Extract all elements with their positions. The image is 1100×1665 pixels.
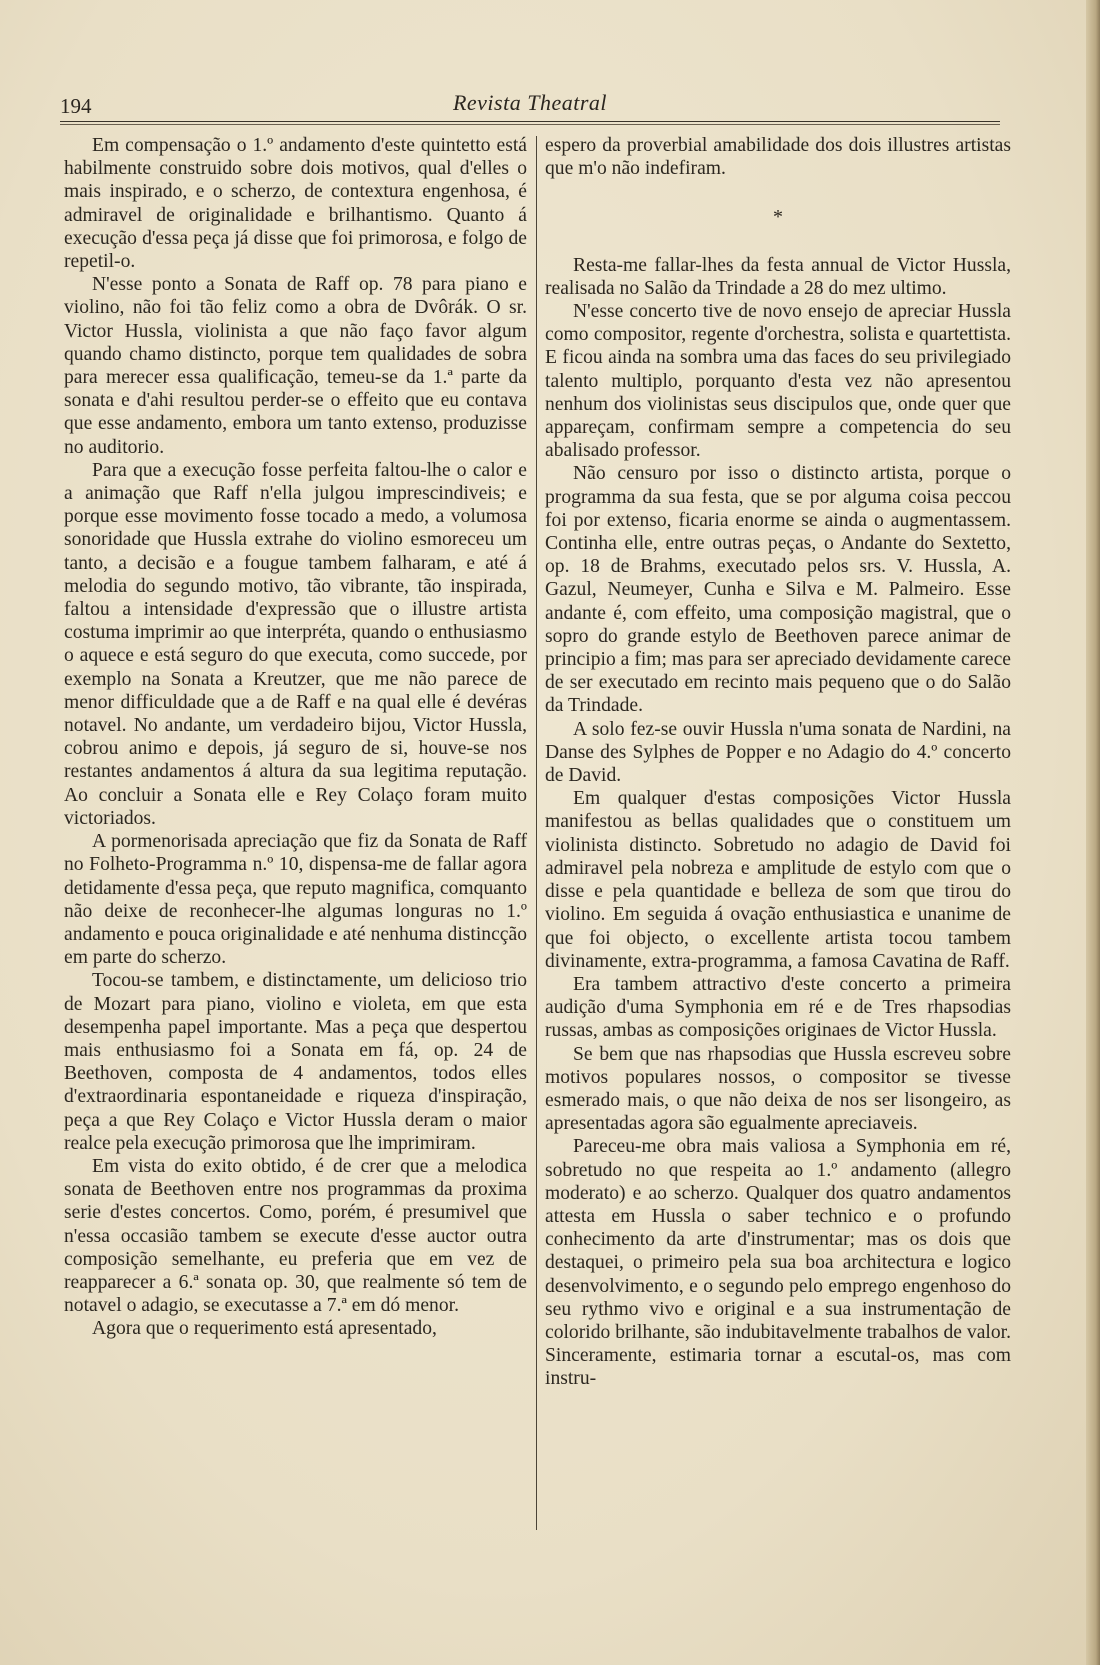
header-rule <box>60 121 1000 122</box>
paragraph: Se bem que nas rhapsodias que Hussla escreveu sobre motivos populares nossos, o compositor se tivesse esmerado mais, o que não deixa de nos ser lisongeiro, as apresentadas agora são egualmente apreciaveis. <box>545 1043 1011 1135</box>
paragraph: Agora que o requerimento está apresentado, <box>92 1318 437 1340</box>
paragraph: Em compensação o 1.º andamento d'este quintetto está habilmente construido sobre dois motivos, qual d'elles o mais inspirado, e o scherzo, de contextura engenhosa, é admiravel de originalidade e brilhantismo. Quanto á execução d'essa peça já disse que foi primorosa, e folgo de repetil-o. <box>64 135 527 273</box>
page-number: 194 <box>60 94 92 118</box>
paragraph: N'esse ponto a Sonata de Raff op. 78 para piano e violino, não foi tão feliz como a obra de Dvôrák. O sr. Victor Hussla, violinista a que não faço favor algum quando chamo distincto, porque tem qualidades de sobra para merecer essa qualificação, temeu-se da 1.ª parte da sonata e d'ahi resultou perder-se o effeito que eu contava que esse andamento, embora um tanto extenso, produzisse no auditorio. <box>64 274 527 458</box>
left-column <box>64 134 527 1341</box>
paragraph: A solo fez-se ouvir Hussla n'uma sonata de Nardini, na Danse des Sylphes de Popper e no Adagio do 4.º concerto de David. <box>545 718 1011 787</box>
section-separator: * <box>773 206 783 229</box>
book-spine-edge <box>1086 0 1100 1665</box>
paragraph: Resta-me fallar-lhes da festa annual de Victor Hussla, realisada no Salão da Trindade a 28 do mez ultimo. <box>545 254 1011 299</box>
paragraph: A pormenorisada apreciação que fiz da Sonata de Raff no Folheto-Programma n.º 10, dispensa-me de fallar agora detidamente d'essa peça, que reputo magnifica, comquanto não deixe de reconhecer-lhe algumas longuras no 1.º andamento e pouca originalidade e até nenhuma distincção em parte do scherzo. <box>64 831 527 969</box>
paragraph: Em qualquer d'estas composições Victor Hussla manifestou as bellas qualidades que o constituem um violinista distincto. Sobretudo no adagio de David foi admiravel pela nobreza e amplitude de estylo com que o disse e pela quantidade e belleza de som que tirou do violino. Em seguida á ovação enthusiastica e unanime de que foi objecto, o excellente artista tocou tambem divinamente, extra-programma, a famosa Cavatina de Raff. <box>545 788 1011 972</box>
paragraph: Era tambem attractivo d'este concerto a primeira audição d'uma Symphonia em ré e de Tres rhapsodias russas, ambas as composições originaes de Victor Hussla. <box>545 973 1011 1042</box>
paragraph: Tocou-se tambem, e distinctamente, um delicioso trio de Mozart para piano, violino e violeta, em que esta desempenha papel importante. Mas a peça que despertou mais enthusiasmo foi a Sonata em fá, op. 24 de Beethoven, composta de 4 andamentos, todos elles d'extraordinaria espontaneidade e riqueza d'inspiração, peça a que Rey Colaço e Victor Hussla deram o maior realce pela execução primorosa que lhe imprimiram. <box>64 970 527 1154</box>
paragraph: Não censuro por isso o distincto artista, porque o programma da sua festa, que se por alguma coisa peccou foi por extenso, ficaria enorme se ainda o augmentassem. Continha elle, entre outras peças, o Andante do Sextetto, op. 18 de Brahms, executado pelos srs. V. Hussla, A. Gazul, Neumeyer, Cunha e Silva e M. Palmeiro. Esse andante é, com effeito, uma composição magistral, que o sopro do grande estylo de Beethoven parece animar de principio a fim; mas para ser apreciado devidamente carece de ser executado em recinto mais pequeno que o do Salão da Trindade. <box>545 463 1011 717</box>
running-title: Revista Theatral <box>452 90 608 115</box>
right-column <box>545 134 1011 1391</box>
paragraph: Para que a execução fosse perfeita faltou-lhe o calor e a animação que Raff n'ella julgou imprescindiveis; e porque esse movimento fosse tocado a medo, a volumosa sonoridade que Hussla extrahe do violino esmoreceu um tanto, a decisão e a fougue tambem falharam, e até á melodia do segundo motivo, tão vibrante, tão inspirada, faltou a intensidade d'expressão que o illustre artista costuma imprimir ao que interpréta, quando o enthusiasmo o aquece e está seguro do que executa, como succede, por exemplo na Sonata a Kreutzer, que me não parece de menor difficuldade que a de Raff e na qual elle é devéras notavel. No andante, um verdadeiro bijou, Victor Hussla, cobrou animo e depois, já seguro de si, houve-se nos restantes andamentos á altura da sua legitima reputação. Ao concluir a Sonata elle e Rey Colaço foram muito victoriados. <box>64 459 527 829</box>
paragraph-continued: espero da proverbial amabilidade dos dois illustres artistas que m'o não indefiram. <box>545 135 1011 180</box>
page-header <box>60 88 1000 124</box>
paragraph: Pareceu-me obra mais valiosa a Symphonia em ré, sobretudo no que respeita ao 1.º andamento (allegro moderato) e ao scherzo. Qualquer dos quatro andamentos attesta em Hussla o saber technico e o profundo conhecimento da arte d'instrumentar; mas os dois que destaquei, o primeiro pela sua boa architectura e logico desenvolvimento, e o segundo pelo emprego engenhoso do seu rythmo vivo e original e a sua instrumentação de colorido brilhante, são indubitavelmente trabalhos de valor. Sinceramente, estimaria tornar a escutal-os, mas com instru- <box>545 1136 1011 1390</box>
header-rule-thin <box>60 124 1000 125</box>
column-divider <box>536 136 537 1530</box>
paragraph: N'esse concerto tive de novo ensejo de apreciar Hussla como compositor, regente d'orchestra, solista e quartettista. E ficou ainda na sombra uma das faces do seu privilegiado talento multiplo, porquanto d'esta vez não apresentou nenhum dos violinistas seus discipulos que, onde quer que appareçam, confirmam sempre a competencia do seu abalisado professor. <box>545 301 1011 462</box>
paragraph: Em vista do exito obtido, é de crer que a melodica sonata de Beethoven entre nos programmas da proxima serie d'estes concertos. Como, porém, é presumivel que n'essa occasião tambem se execute d'esse auctor outra composição semelhante, eu preferia que em vez de reapparecer a 6.ª sonata op. 30, que realmente só tem de notavel o adagio, se executasse a 7.ª em dó menor. <box>64 1155 527 1317</box>
